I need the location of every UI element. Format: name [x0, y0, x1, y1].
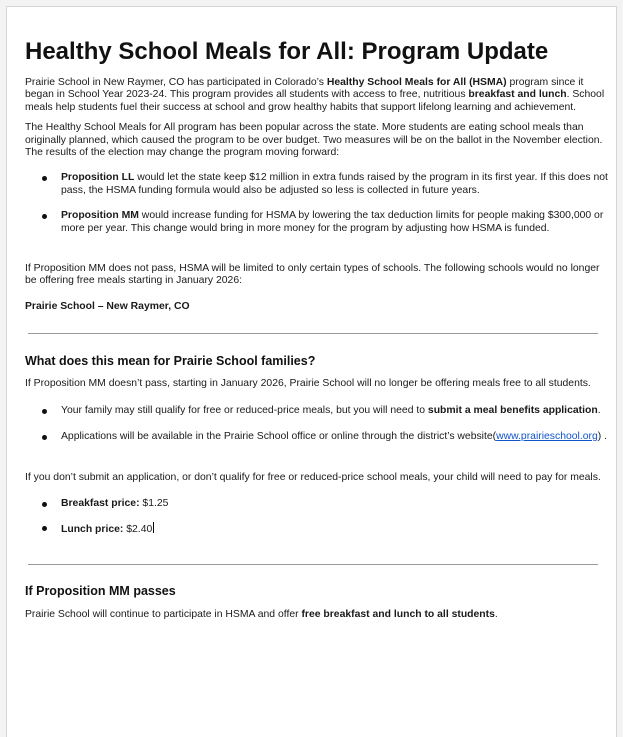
list-item — [25, 172, 609, 197]
background-paragraph: The Healthy School Meals for All program has been popular across the state. More students are eating school meals than originally planned, which caused the program to be over budget. Two measures will be on the ballot in the November election. The results of the election may change the program moving forward: — [25, 122, 603, 159]
passes-text: Prairie School will continue to participate in HSMA and offer — [25, 608, 302, 620]
propositions-list — [25, 172, 609, 235]
divider — [28, 564, 598, 565]
list-item — [25, 210, 609, 235]
proposition-name: Proposition MM — [61, 210, 139, 222]
intro-bold-meals: breakfast and lunch — [468, 89, 567, 101]
proposition-text: would let the state keep $12 million in extra funds raised by the program in its first year. If this does not pass, the HSMA funding formula would also be adjusted so less is collected in future years. — [61, 172, 608, 196]
proposition-name: Proposition LL — [61, 172, 135, 184]
document-body — [25, 37, 609, 621]
bullet-text: Applications will be available in the Prairie School office or online through the district’s website( — [61, 431, 497, 443]
bullet-text-end: ) . — [597, 431, 607, 443]
intro-bold-program: Healthy School Meals for All (HSMA) — [326, 77, 507, 88]
intro-text: program since it began in School Year 2023-24. This program provides all students with access to free, nutritious — [25, 77, 584, 101]
intro-text: Prairie School in New Raymer, CO has participated in Colorado’s — [25, 77, 327, 88]
text-cursor — [153, 522, 154, 533]
intro-paragraph — [25, 77, 609, 114]
list-item — [25, 522, 609, 536]
list-item — [25, 498, 609, 510]
price-label: Breakfast price: — [61, 497, 140, 509]
mm-passes-paragraph — [25, 609, 609, 621]
divider — [28, 333, 598, 334]
page-title: Healthy School Meals for All: Program Update — [25, 38, 549, 65]
school-website-link[interactable]: www.prairieschool.org — [496, 431, 598, 443]
school-name: Prairie School – New Raymer, CO — [25, 300, 190, 312]
bullet-text-end: . — [597, 404, 601, 416]
proposition-text: would increase funding for HSMA by lowering the tax deduction limits for people making $300,000 or more per year. This change would bring in more money for the program by adjusting how HSMA is funded. — [61, 210, 604, 234]
passes-text-end: . — [494, 608, 498, 620]
list-item — [25, 431, 609, 443]
document-page — [6, 6, 617, 737]
pay-paragraph: If you don’t submit an application, or don’t qualify for free or reduced-price school meals, your child will need to pay for meals. — [25, 471, 601, 483]
mm-fail-paragraph: If Proposition MM does not pass, HSMA will be limited to only certain types of schools. The following schools would no longer be offering free meals starting in January 2026: — [25, 263, 600, 287]
list-item — [25, 405, 609, 417]
intro-text: . School meals help students fuel their success at school and grow healthy habits that support lifelong learning and achievement. — [25, 89, 605, 113]
bullet-text: Your family may still qualify for free or reduced-price meals, but you will need to — [61, 404, 428, 416]
application-list — [25, 405, 609, 444]
price-value: $1.25 — [139, 497, 169, 509]
bullet-bold: submit a meal benefits application — [427, 404, 598, 416]
price-value: $2.40 — [123, 524, 153, 536]
section-heading-families: What does this mean for Prairie School families? — [25, 354, 316, 369]
passes-bold: free breakfast and lunch to all students — [301, 608, 495, 620]
section-heading-mm-passes: If Proposition MM passes — [25, 583, 176, 598]
prices-list — [25, 498, 609, 537]
price-label: Lunch price: — [61, 524, 124, 536]
section-intro-paragraph: If Proposition MM doesn’t pass, starting in January 2026, Prairie School will no longer be offering meals free to all students. — [25, 378, 591, 390]
